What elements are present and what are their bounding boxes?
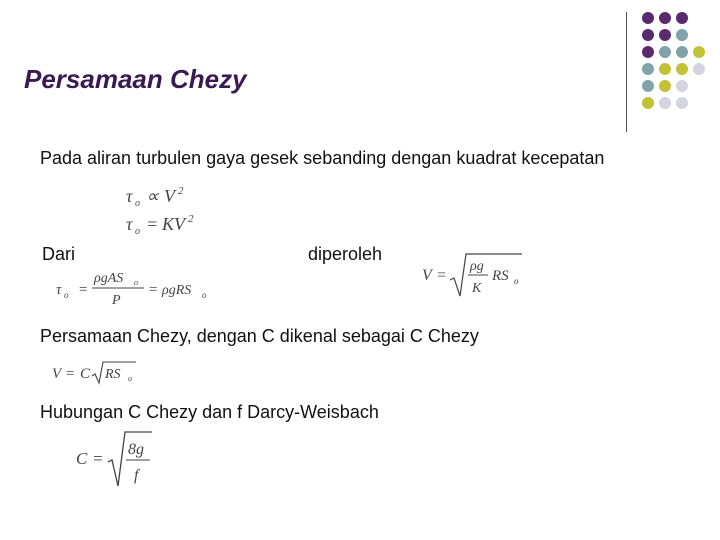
page-title: Persamaan Chezy [24,64,247,94]
eq-equals-sign: = [148,282,159,298]
eq-c: C [76,449,88,468]
eq-tau-proportional: τ [126,186,133,206]
eq-tau-equals: τ [126,214,133,234]
eq-c: C [80,366,91,382]
dot [676,12,688,24]
eq-proportional-sign: ∝ [146,186,159,206]
dot [659,97,671,109]
eq-exponent: 2 [188,213,194,225]
dot [676,46,688,58]
eq-subscript-o: o [202,290,207,300]
dot [693,63,705,75]
darcy-text: Hubungan C Chezy dan f Darcy-Weisbach [40,402,379,422]
c-darcy-formula [72,428,162,490]
dot [642,63,654,75]
dot [676,97,688,109]
dot [642,97,654,109]
eq-rho-g-r-s: ρgRS [162,283,192,298]
eq-subscript-o: o [134,278,138,287]
chezy-formula [50,356,150,386]
dot [693,46,705,58]
eq-subscript-o: o [128,374,132,383]
eq-subscript-o: o [135,226,140,237]
eq-rs: RS [105,367,121,382]
eq-denominator: P [112,293,121,308]
eq-v: V [52,366,62,382]
dot [676,80,688,92]
eq-rho-g: ρg [470,259,484,274]
dot [659,63,671,75]
eq-k: K [472,281,482,296]
eq-exponent: 2 [178,185,184,197]
dari-label: Dari [42,244,76,264]
eq-equals-sign: = [146,214,159,234]
eq-tau: τ [56,282,62,298]
eq-8g: 8g [128,441,144,458]
eq-subscript-o: o [135,198,140,209]
eq-v: V [422,267,432,284]
eq-equals-sign: = [436,267,447,284]
velocity-formula [418,250,548,302]
dot [659,80,671,92]
chezy-text: Persamaan Chezy, dengan C dikenal sebagai C Chezy [40,326,479,346]
eq-subscript-o: o [514,276,519,286]
eq-f: f [134,467,139,484]
diperoleh-label: diperoleh [308,244,383,264]
title-divider-line [626,12,627,132]
dot [676,29,688,41]
eq-rs: RS [492,268,509,284]
dot [676,63,688,75]
eq-numerator: ρgAS [94,271,124,286]
eq-subscript-o: o [64,290,69,300]
eq-equals-sign: = [65,366,76,382]
eq-equals-sign: = [78,282,89,298]
dot [659,12,671,24]
eq-equals-sign: = [92,449,104,468]
dot [642,29,654,41]
dot [659,46,671,58]
shear-stress-equations [122,182,212,240]
eq-v: V [164,186,175,206]
tau-formula [52,266,222,308]
dot [659,29,671,41]
dot [642,80,654,92]
eq-kv: KV [162,214,186,234]
intro-text: Pada aliran turbulen gaya gesek sebanding dengan kuadrat kecepatan [40,148,605,168]
dot [642,12,654,24]
dot [642,46,654,58]
